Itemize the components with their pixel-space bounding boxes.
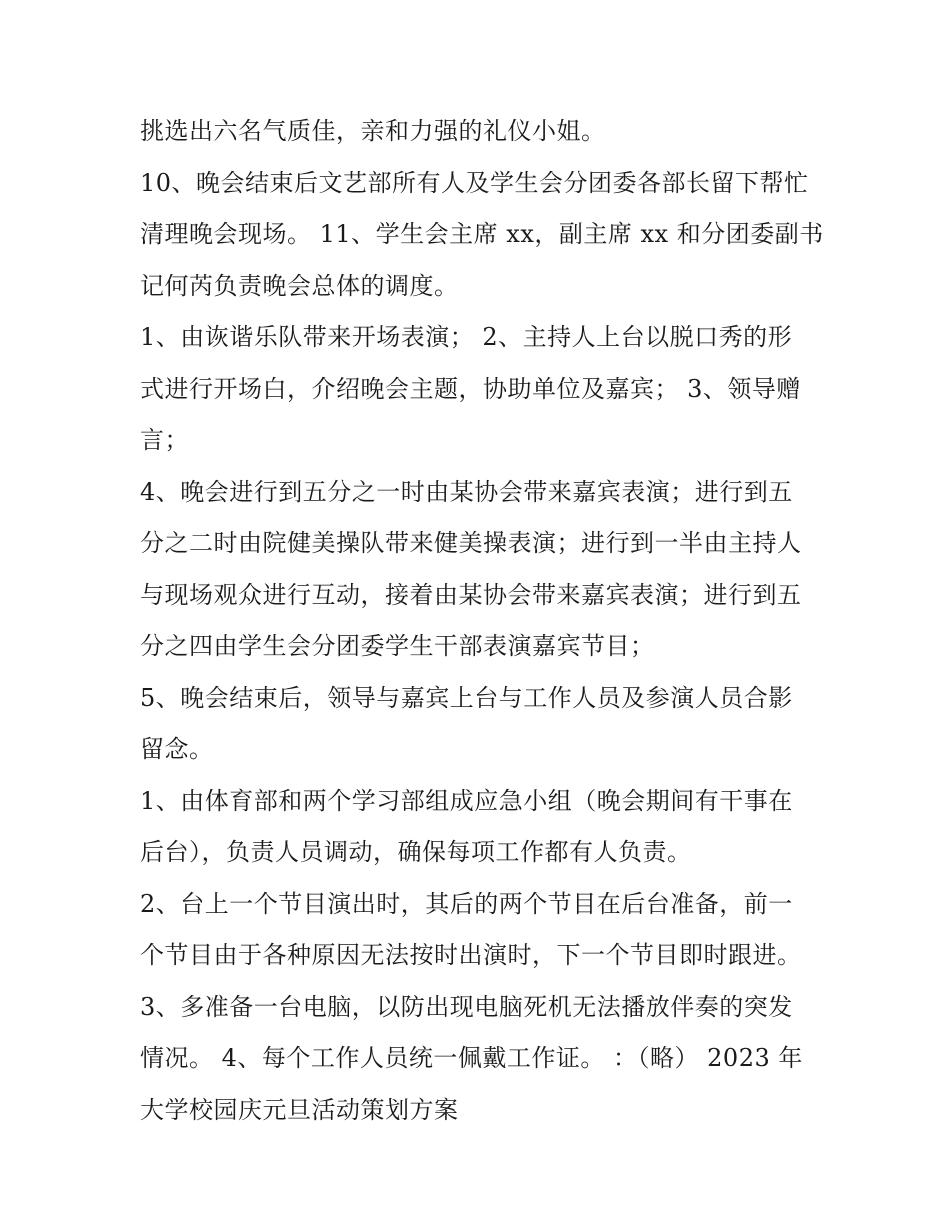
text-line: 式进行开场白，介绍晚会主题，协助单位及嘉宾； 3、领导赠 bbox=[140, 374, 801, 403]
text-line: 个节目由于各种原因无法按时出演时，下一个节目即时跟进。 bbox=[140, 941, 802, 969]
text-line: 1、由诙谐乐队带来开场表演； 2、主持人上台以脱口秀的形 bbox=[140, 323, 793, 351]
text-line: 大学校园庆元旦活动策划方案 bbox=[140, 1095, 459, 1124]
text-line: 记何芮负责晚会总体的调度。 bbox=[140, 271, 459, 300]
text-line: 与现场观众进行互动，接着由某协会带来嘉宾表演；进行到五 bbox=[140, 580, 802, 609]
text-line: 情况。 4、每个工作人员统一佩戴工作证。 ：（略） 2023 年 bbox=[140, 1044, 803, 1072]
text-line: 后台），负责人员调动，确保每项工作都有人负责。 bbox=[140, 838, 692, 866]
text-line: 10、晚会结束后文艺部所有人及学生会分团委各部长留下帮忙 bbox=[140, 168, 809, 197]
text-line: 分之二时由院健美操队带来健美操表演；进行到一半由主持人 bbox=[140, 529, 802, 557]
document-body bbox=[140, 106, 824, 1136]
text-line: 清理晚会现场。 11、学生会主席 xx，副主席 xx 和分团委副书 bbox=[140, 220, 824, 248]
text-line: 4、晚会进行到五分之一时由某协会带来嘉宾表演；进行到五 bbox=[140, 477, 793, 506]
text-line: 分之四由学生会分团委学生干部表演嘉宾节目； bbox=[140, 632, 655, 660]
text-line: 留念。 bbox=[140, 735, 214, 763]
text-line: 挑选出六名气质佳，亲和力强的礼仪小姐。 bbox=[140, 117, 606, 145]
text-line: 3、多准备一台电脑，以防出现电脑死机无法播放伴奏的突发 bbox=[140, 992, 793, 1021]
text-line: 5、晚会结束后，领导与嘉宾上台与工作人员及参演人员合影 bbox=[140, 683, 793, 712]
text-line: 言； bbox=[140, 426, 189, 454]
text-line: 1、由体育部和两个学习部组成应急小组（晚会期间有干事在 bbox=[140, 786, 793, 815]
text-line: 2、台上一个节目演出时，其后的两个节目在后台准备，前一 bbox=[140, 889, 793, 918]
